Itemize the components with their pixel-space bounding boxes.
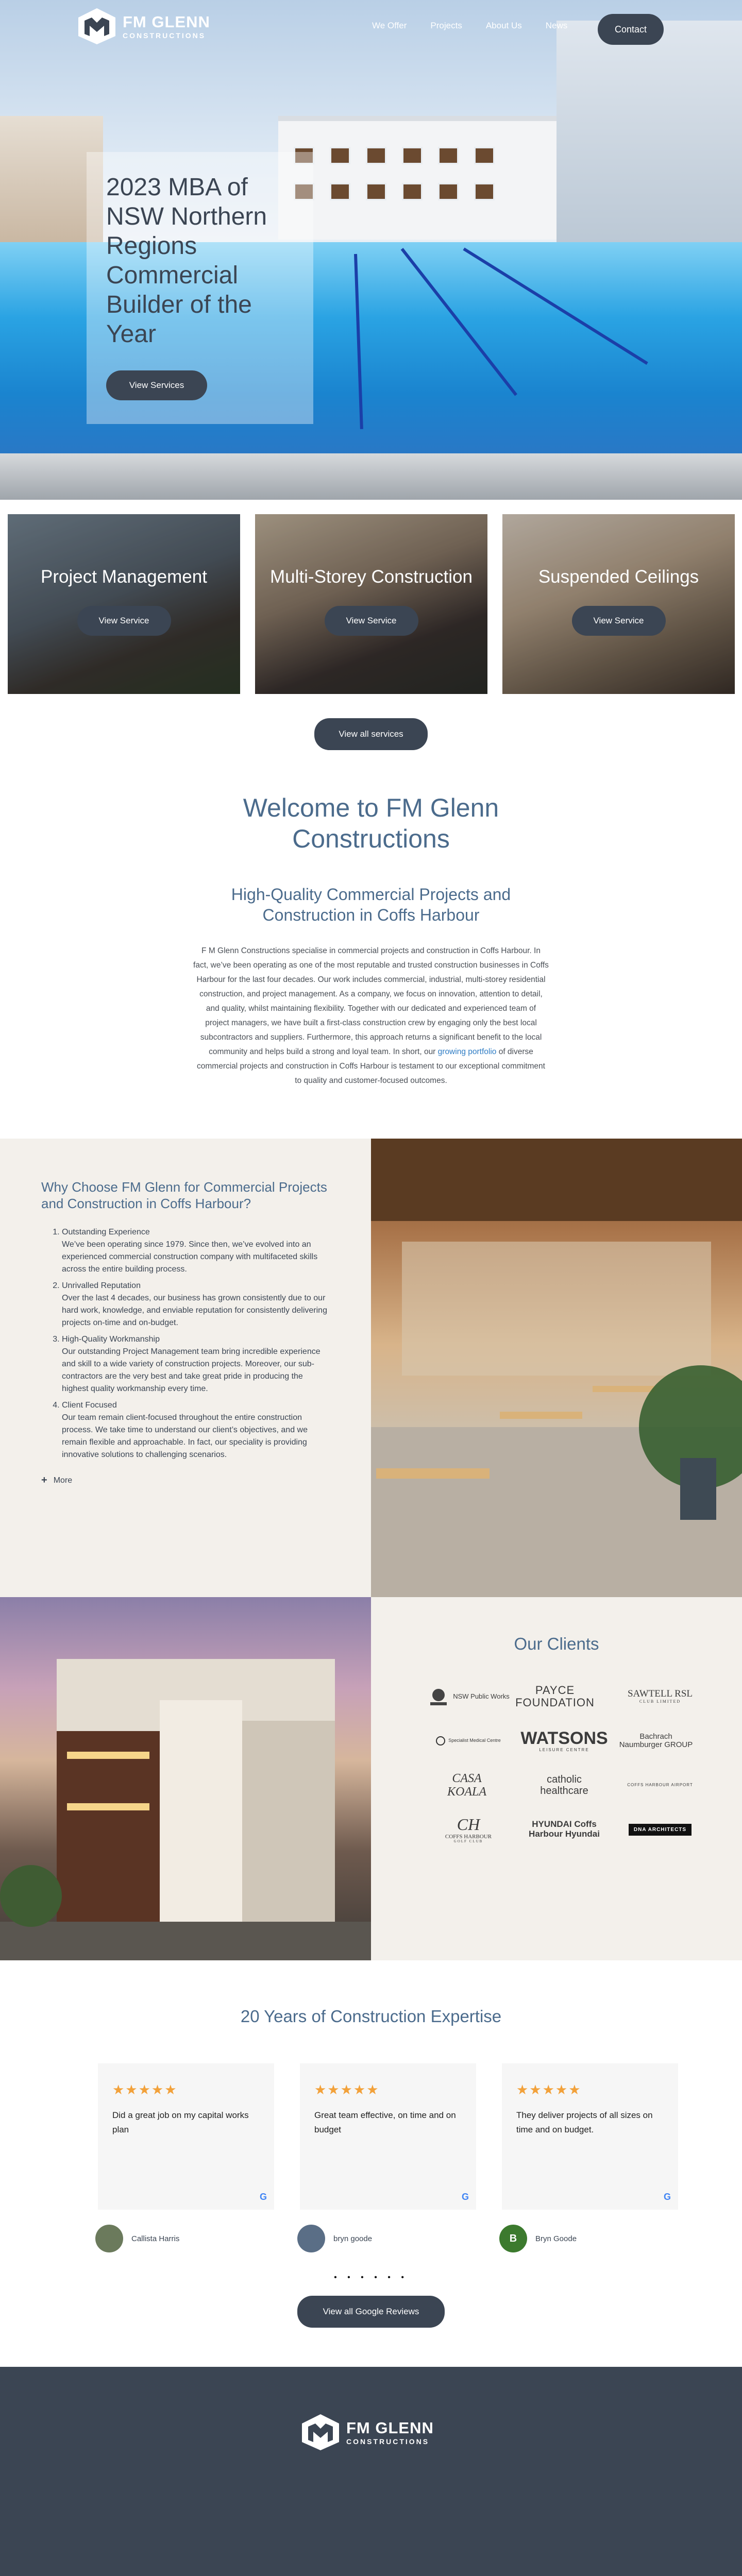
review-cards (98, 2063, 678, 2210)
reviews-title: 20 Years of Construction Expertise (240, 2007, 502, 2026)
reviewer-name: Callista Harris (131, 2234, 180, 2243)
site-logo[interactable] (76, 7, 210, 45)
apartment-building-image (0, 1597, 371, 1960)
star-rating-icon: ★★★★★ (112, 2082, 178, 2097)
service-title: Suspended Ceilings (538, 567, 699, 587)
reviews-section (0, 1960, 742, 2367)
clients-title: Our Clients (514, 1634, 599, 1653)
sawtell-logo-icon: SAWTELL RSL CLUB LIMITED (627, 1688, 693, 1704)
welcome-section (0, 752, 742, 1139)
view-all-services-button[interactable]: View all services (314, 718, 428, 750)
list-item: 1. Outstanding Experience We’ve been operating since 1979. Since then, we’ve evolved into an experienced commercial construction company with multifaceted skills across the entire building process. (62, 1226, 330, 1276)
footer-logo-name: FM GLENN (346, 2418, 434, 2437)
footer-logo[interactable] (300, 2413, 434, 2451)
plus-icon: + (41, 1475, 47, 1486)
restaurant-interior-image (371, 1139, 742, 1597)
logo-name: FM GLENN (123, 12, 210, 31)
watsons-logo-icon: WATSONS LEISURE CENTRE (520, 1728, 608, 1753)
growing-portfolio-link[interactable]: growing portfolio (437, 1047, 497, 1056)
list-item: 3. High-Quality Workmanship Our outstanding Project Management team bring incredible experience and skill to a wide variety of construction projects. Moreover, our sub-contractors are the very best and take great pride in producing the highest quality workmanship every time. (62, 1333, 330, 1395)
reviewers (95, 2225, 701, 2252)
logo-subtitle: CONSTRUCTIONS (123, 31, 206, 40)
review-text: Did a great job on my capital works plan (112, 2110, 249, 2134)
google-icon: G (663, 2192, 671, 2202)
reviewer-name: Bryn Goode (535, 2234, 577, 2243)
list-item: 4. Client Focused Our team remain client-focused throughout the entire construction process. We take time to understand our client’s objectives, and we remain flexible and approachable. In fact, our speciality is providing innovative solutions to challenging scenarios. (62, 1399, 330, 1461)
why-choose-list (41, 1226, 330, 1461)
menu-item-news[interactable]: News (545, 21, 568, 30)
carousel-pager[interactable]: • • • • • • (334, 2273, 408, 2282)
review-card (98, 2063, 274, 2210)
view-all-google-reviews-button[interactable]: View all Google Reviews (297, 2296, 445, 2328)
golf-logo-icon: CH COFFS HARBOUR GOLF CLUB (445, 1815, 492, 1843)
avatar (297, 2225, 325, 2252)
clients-section (0, 1597, 742, 1960)
fm-glenn-logo-mark-icon (76, 7, 117, 45)
list-item: 2. Unrivalled Reputation Over the last 4 decades, our business has grown consistently due to our hard work, knowledge, and enviable reputation for consistently delivering projects on-time and on-budget. (62, 1280, 330, 1329)
service-card-project-management[interactable] (8, 514, 240, 694)
airport-logo-icon: COFFS HARBOUR AIRPORT (627, 1782, 693, 1787)
view-service-button[interactable]: View Service (325, 606, 418, 636)
casa-koala-logo-icon: CASA KOALA (447, 1771, 486, 1799)
avatar (95, 2225, 123, 2252)
footer-logo-subtitle: CONSTRUCTIONS (346, 2437, 430, 2446)
google-icon: G (259, 2192, 267, 2202)
service-card-suspended-ceilings[interactable] (502, 514, 735, 694)
hero-deck (0, 453, 742, 500)
welcome-title: Welcome to FM Glenn Constructions (243, 793, 499, 853)
our-clients-box (371, 1597, 742, 1960)
hero-section (0, 0, 742, 500)
hero-building-middle (278, 116, 577, 240)
review-card (502, 2063, 678, 2210)
menu-item-about-us[interactable]: About Us (485, 21, 522, 30)
hyundai-logo-icon: HYUNDAI Coffs Harbour Hyundai (529, 1819, 600, 1839)
main-nav (0, 0, 742, 59)
hero-card (87, 152, 313, 424)
payce-logo-icon: PAYCE FOUNDATION (515, 1683, 595, 1709)
view-service-button[interactable]: View Service (572, 606, 666, 636)
menu (372, 21, 567, 31)
fm-glenn-logo-mark-icon (300, 2413, 341, 2451)
menu-item-we-offer[interactable]: We Offer (372, 21, 407, 30)
client-logos-grid (420, 1674, 742, 1852)
service-card-multi-storey-construction[interactable] (255, 514, 487, 694)
why-choose-section (0, 1139, 742, 1597)
service-title: Project Management (41, 567, 207, 587)
why-choose-text (0, 1139, 371, 1597)
service-title: Multi-Storey Construction (270, 567, 473, 587)
welcome-body: F M Glenn Constructions specialise in commercial projects and construction in Coffs Harbour. In fact, we’ve been operating as one of the most reputable and trusted construction businesses in Coffs Harbour for the last four decades. Our work includes commercial, industrial, multi-storey residential construction, and project management. As a company, we focus on innovation, attention to detail, and quality, whilst maintaining flexibility. Together with our dedicated and experienced team of project managers, we have built a first-class construction crew by engaging only the best local subcontractors and suppliers. Furthermore, this approach returns a significant benefit to the local community and helps build a strong and loyal team. In short, our growing portfolio of diverse commercial projects and construction in Coffs Harbour is testament to our exceptional commitment to quality and customer-focused outcomes. (193, 946, 549, 1085)
review-card (300, 2063, 476, 2210)
medical-logo-icon: Specialist Medical Centre (420, 1719, 516, 1763)
review-text: Great team effective, on time and on budget (314, 2110, 456, 2134)
why-choose-title: Why Choose FM Glenn for Commercial Projects and Construction in Coffs Harbour? (41, 1179, 327, 1211)
more-button[interactable] (41, 1475, 330, 1486)
reviewer (95, 2225, 297, 2252)
google-icon: G (461, 2192, 469, 2202)
nsw-waratah-logo-icon: NSW Public Works (420, 1674, 516, 1719)
footer (0, 2367, 742, 2576)
welcome-subtitle: High-Quality Commercial Projects and Construction in Coffs Harbour (231, 885, 511, 924)
star-rating-icon: ★★★★★ (314, 2082, 380, 2097)
review-text: They deliver projects of all sizes on time and on budget. (516, 2110, 653, 2134)
reviewer (499, 2225, 701, 2252)
reviewer-name: bryn goode (333, 2234, 373, 2243)
view-service-button[interactable]: View Service (77, 606, 171, 636)
services-section (0, 500, 742, 752)
view-services-button[interactable]: View Services (106, 370, 207, 400)
more-label: More (53, 1476, 73, 1485)
menu-item-projects[interactable]: Projects (430, 21, 462, 30)
star-rating-icon: ★★★★★ (516, 2082, 582, 2097)
bachrach-logo-icon: Bachrach Naumburger GROUP (619, 1732, 693, 1749)
contact-button[interactable]: Contact (598, 14, 664, 45)
reviewer (297, 2225, 499, 2252)
dna-logo-icon: DNA ARCHITECTS (612, 1807, 708, 1852)
catholic-logo-icon: catholic healthcare (540, 1774, 588, 1797)
avatar: B (499, 2225, 527, 2252)
hero-headline: 2023 MBA of NSW Northern Regions Commercial Builder of the Year (106, 174, 267, 348)
